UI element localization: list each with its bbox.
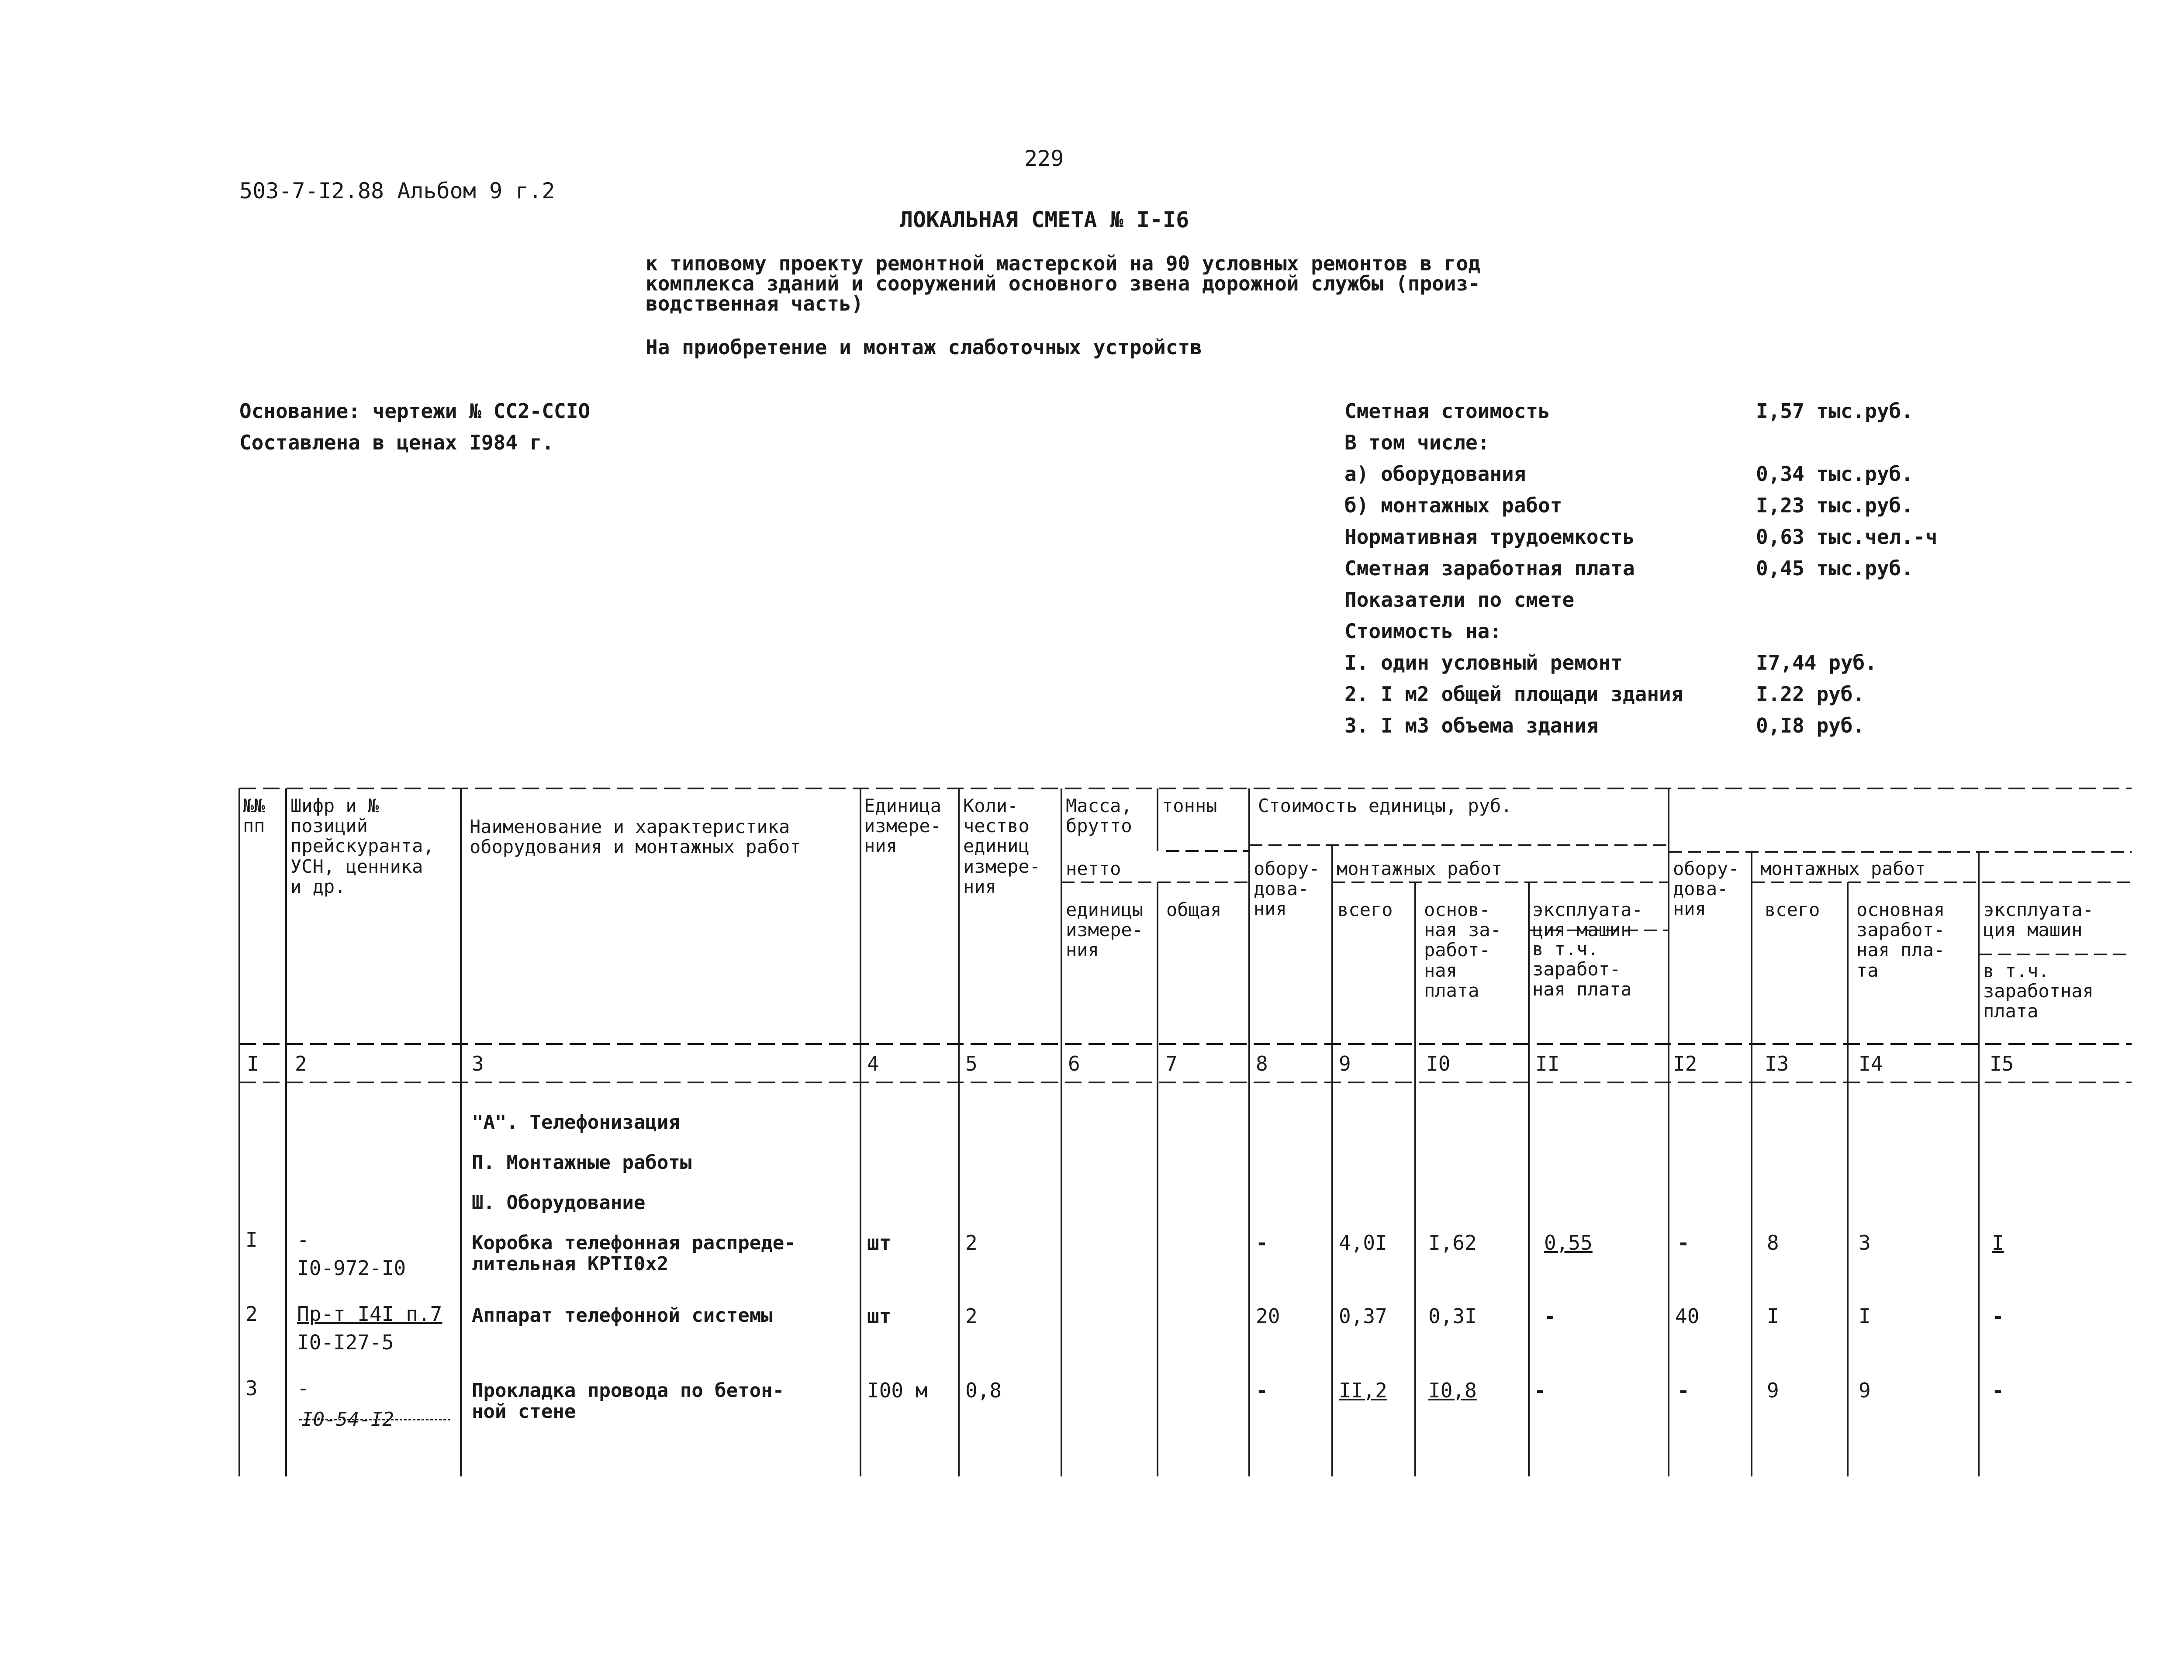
row-base-wage-total: I xyxy=(1859,1304,1871,1328)
header-quantity: Коли- чество единиц измере- ния xyxy=(963,795,1041,897)
row-equipment-total: 40 xyxy=(1675,1304,1700,1328)
header-row-number: №№ пп xyxy=(243,795,265,837)
header-mass-total: общая xyxy=(1166,899,1222,920)
header-tonnes: тонны xyxy=(1162,795,1217,816)
summary-label: б) монтажных работ xyxy=(1344,494,1562,517)
row-installation-total: 9 xyxy=(1767,1379,1779,1402)
row-installation-unit-cost: 4,0I xyxy=(1339,1231,1387,1255)
summary-label: Нормативная трудоемкость xyxy=(1344,525,1635,549)
row-base-wage-unit: I,62 xyxy=(1428,1231,1477,1255)
row-description: Коробка телефонная распреде- лительная КРТI0х2 xyxy=(472,1232,796,1275)
summary-label: 3. I м3 объема здания xyxy=(1344,714,1599,737)
column-number: 9 xyxy=(1339,1052,1351,1075)
summary-label: а) оборудования xyxy=(1344,462,1526,486)
summary-label: В том числе: xyxy=(1344,431,1490,454)
header-base-wage-unit: основ- ная за- работ- ная плата xyxy=(1424,899,1502,1001)
summary-value: 0,I8 руб. xyxy=(1756,714,1865,737)
header-description: Наименование и характеристика оборудования и монтажных работ xyxy=(470,816,801,858)
column-number: 6 xyxy=(1068,1052,1080,1075)
summary-label: Сметная стоимость xyxy=(1344,399,1550,423)
header-installation-total-unit: всего xyxy=(1337,899,1393,920)
row-unit: I00 м xyxy=(867,1379,928,1402)
row-equipment-unit-cost: - xyxy=(1256,1379,1268,1402)
row-unit: шт xyxy=(867,1304,892,1328)
summary-label: Сметная заработная плата xyxy=(1344,557,1635,580)
row-unit: шт xyxy=(867,1231,892,1255)
column-number: I0 xyxy=(1426,1052,1451,1075)
row-code-bottom: I0-I27-5 xyxy=(297,1331,394,1354)
row-quantity: 2 xyxy=(965,1304,978,1328)
row-machines-total: I xyxy=(1992,1231,2004,1255)
row-base-wage-total: 3 xyxy=(1859,1231,1871,1255)
column-number: I5 xyxy=(1990,1052,2014,1075)
column-number: I4 xyxy=(1859,1052,1883,1075)
row-description: Аппарат телефонной системы xyxy=(472,1304,773,1327)
section-title: П. Монтажные работы xyxy=(472,1151,692,1174)
summary-value: I,57 тыс.руб. xyxy=(1756,399,1914,423)
row-code-top: - xyxy=(297,1228,309,1251)
row-number: 3 xyxy=(245,1376,258,1400)
header-machines-total: эксплуата- ция машин xyxy=(1983,899,2094,941)
column-number: 4 xyxy=(867,1052,879,1075)
row-base-wage-unit: I0,8 xyxy=(1428,1379,1477,1402)
document-title: ЛОКАЛЬНАЯ СМЕТА № I-I6 xyxy=(900,207,1189,232)
row-quantity: 0,8 xyxy=(965,1379,1002,1402)
summary-label: Показатели по смете xyxy=(1344,588,1575,612)
header-installation-unit: монтажных работ xyxy=(1337,858,1503,879)
row-machines-total: - xyxy=(1992,1379,2004,1402)
row-equipment-total: - xyxy=(1677,1231,1690,1255)
summary-value: 0,45 тыс.руб. xyxy=(1756,557,1914,580)
basis-line: Основание: чертежи № СС2-ССIО xyxy=(239,399,591,423)
prices-line: Составлена в ценах I984 г. xyxy=(239,431,554,454)
header-installation-total: монтажных работ xyxy=(1760,858,1926,879)
document-reference: 503-7-I2.88 Альбом 9 г.2 xyxy=(239,178,555,204)
row-machines-unit: 0,55 xyxy=(1544,1231,1593,1255)
subtitle-line-3: водственная часть) xyxy=(646,292,864,315)
header-unit: Единица измере- ния xyxy=(864,795,942,857)
column-number: I2 xyxy=(1673,1052,1697,1075)
header-base-wage-total: основная заработ- ная пла- та xyxy=(1856,899,1945,981)
row-description: Прокладка провода по бетон- ной стене xyxy=(472,1379,784,1423)
row-code-top: Пр-т I4I п.7 xyxy=(297,1302,442,1326)
row-number: I xyxy=(245,1228,258,1251)
summary-label: 2. I м2 общей площади здания xyxy=(1344,682,1683,706)
summary-value: I,23 тыс.руб. xyxy=(1756,494,1914,517)
column-number: 3 xyxy=(472,1052,484,1075)
header-equipment-total: обору- дова- ния xyxy=(1673,858,1739,920)
row-machines-total: - xyxy=(1992,1304,2004,1328)
header-machines-wage-unit: в т.ч. заработ- ная плата xyxy=(1532,938,1632,1000)
row-number: 2 xyxy=(245,1302,258,1326)
row-equipment-total: - xyxy=(1677,1379,1690,1402)
header-installation-sum: всего xyxy=(1765,899,1820,920)
header-unit-cost: Стоимость единицы, руб. xyxy=(1258,795,1512,816)
summary-value: I.22 руб. xyxy=(1756,682,1865,706)
column-number: 8 xyxy=(1256,1052,1268,1075)
column-number: 7 xyxy=(1165,1052,1178,1075)
column-number: 2 xyxy=(295,1052,307,1075)
row-installation-unit-cost: II,2 xyxy=(1339,1379,1387,1402)
section-title: Ш. Оборудование xyxy=(472,1192,646,1214)
header-price-code: Шифр и № позиций прейскуранта, УСН, ценника и др. xyxy=(290,795,434,897)
row-machines-unit: - xyxy=(1544,1304,1556,1328)
column-number: II xyxy=(1535,1052,1560,1075)
header-mass-gross: Масса, брутто xyxy=(1066,795,1132,837)
row-equipment-unit-cost: - xyxy=(1256,1231,1268,1255)
row-code-bottom: I0-54-I2 xyxy=(301,1408,394,1431)
row-base-wage-unit: 0,3I xyxy=(1428,1304,1477,1328)
page-number: 229 xyxy=(1024,146,1064,171)
row-installation-total: I xyxy=(1767,1304,1779,1328)
summary-label: Стоимость на: xyxy=(1344,619,1502,643)
subtitle-line-1: к типовому проекту ремонтной мастерской на 90 условных ремонтов в год xyxy=(646,252,1480,275)
summary-value: I7,44 руб. xyxy=(1756,651,1877,674)
summary-value: 0,63 тыс.чел.-ч xyxy=(1756,525,1938,549)
section-title: "А". Телефонизация xyxy=(472,1111,680,1134)
row-installation-unit-cost: 0,37 xyxy=(1339,1304,1387,1328)
subtitle-line-2: комплекса зданий и сооружений основного звена дорожной службы (произ- xyxy=(646,272,1480,295)
header-machines-unit: эксплуата- ция машин xyxy=(1532,899,1643,941)
header-equipment-unit: обору- дова- ния xyxy=(1254,858,1320,920)
header-mass-net: нетто xyxy=(1066,858,1121,879)
purpose-line: На приобретение и монтаж слаботочных устройств xyxy=(646,335,1202,359)
row-code-top: - xyxy=(297,1376,309,1400)
header-mass-unit: единицы измере- ния xyxy=(1066,899,1144,961)
header-machines-wage-total: в т.ч. заработная плата xyxy=(1983,960,2094,1022)
row-base-wage-total: 9 xyxy=(1859,1379,1871,1402)
row-code-bottom: I0-972-I0 xyxy=(297,1256,406,1280)
column-number: I3 xyxy=(1765,1052,1789,1075)
summary-label: I. один условный ремонт xyxy=(1344,651,1623,674)
row-equipment-unit-cost: 20 xyxy=(1256,1304,1280,1328)
row-quantity: 2 xyxy=(965,1231,978,1255)
column-number: 5 xyxy=(965,1052,978,1075)
row-installation-total: 8 xyxy=(1767,1231,1779,1255)
summary-value: 0,34 тыс.руб. xyxy=(1756,462,1914,486)
column-number: I xyxy=(247,1052,259,1075)
row-machines-unit: - xyxy=(1534,1379,1546,1402)
